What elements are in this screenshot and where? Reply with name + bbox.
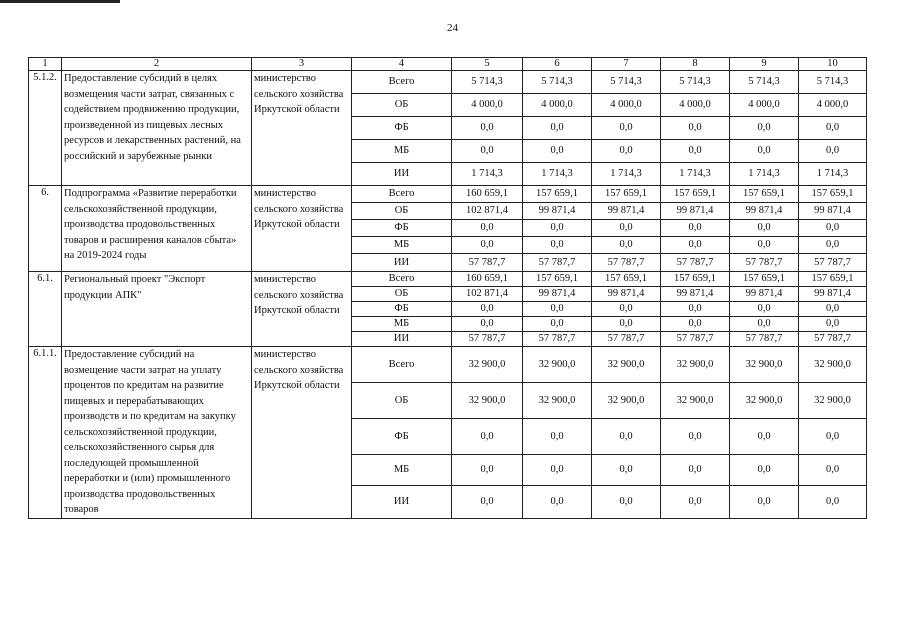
- amount-cell: 0,0: [799, 455, 867, 486]
- item-name: Предоставление субсидий в целях возмещения части затрат, связанных с содействием продвижению продукции, произведенной из пищевых лесных ресурсов и лекарственных растений, на российский и зарубежные рынки: [62, 71, 252, 186]
- responsible-agency: министерство сельского хозяйства Иркутской области: [252, 347, 352, 519]
- amount-cell: 1 714,3: [730, 163, 799, 186]
- amount-cell: 0,0: [730, 237, 799, 254]
- funding-source: ОБ: [352, 383, 452, 419]
- item-name: Предоставление субсидий на возмещение части затрат на уплату процентов по кредитам на развитие пищевых и перерабатывающих производств и по кредитам на закупку сельскохозяйственной продукции, сельскохозяйственного сырья для последующей промышленной переработки и (или) промышленного производства продовольственных товаров: [62, 347, 252, 519]
- amount-cell: 0,0: [523, 455, 592, 486]
- amount-cell: 0,0: [661, 302, 730, 317]
- amount-cell: 99 871,4: [592, 203, 661, 220]
- page-number: 24: [447, 22, 458, 34]
- amount-cell: 0,0: [523, 220, 592, 237]
- amount-cell: 0,0: [730, 220, 799, 237]
- amount-cell: 0,0: [452, 237, 523, 254]
- funding-source: МБ: [352, 140, 452, 163]
- amount-cell: 32 900,0: [452, 347, 523, 383]
- top-rule: [0, 0, 120, 3]
- amount-cell: 99 871,4: [523, 203, 592, 220]
- item-number: 6.1.1.: [29, 347, 62, 519]
- funding-source: ИИ: [352, 254, 452, 272]
- table-row: [29, 272, 867, 287]
- amount-cell: 160 659,1: [452, 272, 523, 287]
- funding-source: ФБ: [352, 302, 452, 317]
- funding-source: ИИ: [352, 163, 452, 186]
- amount-cell: 99 871,4: [730, 203, 799, 220]
- funding-source: МБ: [352, 455, 452, 486]
- header-cell: 4: [352, 58, 452, 71]
- amount-cell: 0,0: [799, 419, 867, 455]
- amount-cell: 57 787,7: [799, 254, 867, 272]
- amount-cell: 57 787,7: [452, 332, 523, 347]
- amount-cell: 0,0: [592, 455, 661, 486]
- amount-cell: 0,0: [523, 140, 592, 163]
- amount-cell: 0,0: [523, 419, 592, 455]
- table-row: [29, 71, 867, 94]
- amount-cell: 157 659,1: [592, 272, 661, 287]
- amount-cell: 0,0: [799, 117, 867, 140]
- item-number: 6.1.: [29, 272, 62, 347]
- amount-cell: 0,0: [799, 237, 867, 254]
- amount-cell: 5 714,3: [730, 71, 799, 94]
- header-cell: 10: [799, 58, 867, 71]
- header-cell: 1: [29, 58, 62, 71]
- amount-cell: 102 871,4: [452, 287, 523, 302]
- amount-cell: 157 659,1: [730, 272, 799, 287]
- amount-cell: 0,0: [592, 237, 661, 254]
- amount-cell: 99 871,4: [661, 287, 730, 302]
- responsible-agency: министерство сельского хозяйства Иркутской области: [252, 71, 352, 186]
- amount-cell: 0,0: [523, 237, 592, 254]
- funding-source: ОБ: [352, 94, 452, 117]
- amount-cell: 0,0: [592, 486, 661, 518]
- item-number: 6.: [29, 186, 62, 272]
- amount-cell: 32 900,0: [592, 347, 661, 383]
- amount-cell: 157 659,1: [523, 272, 592, 287]
- amount-cell: 0,0: [661, 140, 730, 163]
- amount-cell: 0,0: [452, 455, 523, 486]
- amount-cell: 102 871,4: [452, 203, 523, 220]
- amount-cell: 5 714,3: [799, 71, 867, 94]
- funding-source: Всего: [352, 347, 452, 383]
- amount-cell: 1 714,3: [523, 163, 592, 186]
- amount-cell: 0,0: [730, 486, 799, 518]
- funding-source: ФБ: [352, 419, 452, 455]
- funding-source: ФБ: [352, 117, 452, 140]
- amount-cell: 5 714,3: [452, 71, 523, 94]
- amount-cell: 4 000,0: [799, 94, 867, 117]
- amount-cell: 32 900,0: [523, 347, 592, 383]
- amount-cell: 0,0: [661, 419, 730, 455]
- amount-cell: 0,0: [592, 419, 661, 455]
- amount-cell: 57 787,7: [592, 254, 661, 272]
- amount-cell: 0,0: [592, 302, 661, 317]
- amount-cell: 99 871,4: [592, 287, 661, 302]
- amount-cell: 32 900,0: [730, 347, 799, 383]
- amount-cell: 0,0: [799, 302, 867, 317]
- item-name: Региональный проект "Экспорт продукции АПК": [62, 272, 252, 347]
- amount-cell: 0,0: [661, 486, 730, 518]
- amount-cell: 0,0: [730, 140, 799, 163]
- amount-cell: 0,0: [452, 220, 523, 237]
- funding-source: Всего: [352, 272, 452, 287]
- amount-cell: 99 871,4: [661, 203, 730, 220]
- amount-cell: 99 871,4: [799, 287, 867, 302]
- amount-cell: 0,0: [452, 419, 523, 455]
- table-body: [29, 58, 867, 519]
- amount-cell: 4 000,0: [592, 94, 661, 117]
- amount-cell: 57 787,7: [661, 254, 730, 272]
- amount-cell: 160 659,1: [452, 186, 523, 203]
- funding-source: ФБ: [352, 220, 452, 237]
- amount-cell: 157 659,1: [661, 186, 730, 203]
- header-cell: 5: [452, 58, 523, 71]
- amount-cell: 0,0: [799, 220, 867, 237]
- amount-cell: 0,0: [452, 140, 523, 163]
- amount-cell: 0,0: [452, 317, 523, 332]
- funding-source: ОБ: [352, 287, 452, 302]
- header-cell: 6: [523, 58, 592, 71]
- amount-cell: 32 900,0: [661, 383, 730, 419]
- amount-cell: 0,0: [523, 317, 592, 332]
- budget-table: [28, 57, 867, 519]
- amount-cell: 157 659,1: [799, 186, 867, 203]
- amount-cell: 32 900,0: [730, 383, 799, 419]
- amount-cell: 57 787,7: [523, 332, 592, 347]
- funding-source: Всего: [352, 71, 452, 94]
- amount-cell: 32 900,0: [523, 383, 592, 419]
- funding-source: МБ: [352, 317, 452, 332]
- amount-cell: 0,0: [730, 302, 799, 317]
- amount-cell: 0,0: [452, 486, 523, 518]
- amount-cell: 4 000,0: [730, 94, 799, 117]
- amount-cell: 32 900,0: [799, 383, 867, 419]
- amount-cell: 57 787,7: [661, 332, 730, 347]
- amount-cell: 99 871,4: [523, 287, 592, 302]
- table-row: [29, 186, 867, 203]
- amount-cell: 157 659,1: [592, 186, 661, 203]
- amount-cell: 57 787,7: [523, 254, 592, 272]
- funding-source: ОБ: [352, 203, 452, 220]
- amount-cell: 1 714,3: [452, 163, 523, 186]
- amount-cell: 4 000,0: [523, 94, 592, 117]
- amount-cell: 4 000,0: [452, 94, 523, 117]
- amount-cell: 0,0: [452, 302, 523, 317]
- table-row: [29, 347, 867, 383]
- amount-cell: 157 659,1: [661, 272, 730, 287]
- header-cell: 8: [661, 58, 730, 71]
- amount-cell: 1 714,3: [799, 163, 867, 186]
- responsible-agency: министерство сельского хозяйства Иркутской области: [252, 272, 352, 347]
- header-cell: 3: [252, 58, 352, 71]
- amount-cell: 0,0: [592, 317, 661, 332]
- amount-cell: 0,0: [661, 117, 730, 140]
- amount-cell: 0,0: [452, 117, 523, 140]
- amount-cell: 0,0: [523, 486, 592, 518]
- amount-cell: 57 787,7: [592, 332, 661, 347]
- amount-cell: 0,0: [730, 117, 799, 140]
- amount-cell: 0,0: [730, 419, 799, 455]
- funding-source: ИИ: [352, 486, 452, 518]
- amount-cell: 0,0: [730, 455, 799, 486]
- header-cell: 2: [62, 58, 252, 71]
- amount-cell: 57 787,7: [730, 332, 799, 347]
- amount-cell: 157 659,1: [730, 186, 799, 203]
- amount-cell: 0,0: [661, 237, 730, 254]
- amount-cell: 4 000,0: [661, 94, 730, 117]
- amount-cell: 157 659,1: [523, 186, 592, 203]
- amount-cell: 1 714,3: [661, 163, 730, 186]
- item-number: 5.1.2.: [29, 71, 62, 186]
- amount-cell: 57 787,7: [452, 254, 523, 272]
- amount-cell: 57 787,7: [799, 332, 867, 347]
- responsible-agency: министерство сельского хозяйства Иркутской области: [252, 186, 352, 272]
- amount-cell: 5 714,3: [592, 71, 661, 94]
- amount-cell: 99 871,4: [730, 287, 799, 302]
- amount-cell: 32 900,0: [452, 383, 523, 419]
- amount-cell: 0,0: [799, 317, 867, 332]
- amount-cell: 32 900,0: [592, 383, 661, 419]
- funding-source: МБ: [352, 237, 452, 254]
- amount-cell: 0,0: [799, 486, 867, 518]
- amount-cell: 0,0: [661, 220, 730, 237]
- header-cell: 7: [592, 58, 661, 71]
- funding-source: ИИ: [352, 332, 452, 347]
- amount-cell: 57 787,7: [730, 254, 799, 272]
- amount-cell: 0,0: [592, 140, 661, 163]
- amount-cell: 0,0: [523, 302, 592, 317]
- item-name: Подпрограмма «Развитие переработки сельскохозяйственной продукции, производства продовольственных товаров и расширения каналов сбыта» на 2019-2024 годы: [62, 186, 252, 272]
- amount-cell: 5 714,3: [523, 71, 592, 94]
- amount-cell: 0,0: [661, 455, 730, 486]
- amount-cell: 99 871,4: [799, 203, 867, 220]
- amount-cell: 0,0: [730, 317, 799, 332]
- amount-cell: 0,0: [592, 117, 661, 140]
- amount-cell: 32 900,0: [661, 347, 730, 383]
- amount-cell: 0,0: [799, 140, 867, 163]
- header-cell: 9: [730, 58, 799, 71]
- amount-cell: 1 714,3: [592, 163, 661, 186]
- amount-cell: 0,0: [592, 220, 661, 237]
- header-row: [29, 58, 867, 71]
- amount-cell: 157 659,1: [799, 272, 867, 287]
- funding-source: Всего: [352, 186, 452, 203]
- amount-cell: 32 900,0: [799, 347, 867, 383]
- amount-cell: 0,0: [523, 117, 592, 140]
- amount-cell: 5 714,3: [661, 71, 730, 94]
- amount-cell: 0,0: [661, 317, 730, 332]
